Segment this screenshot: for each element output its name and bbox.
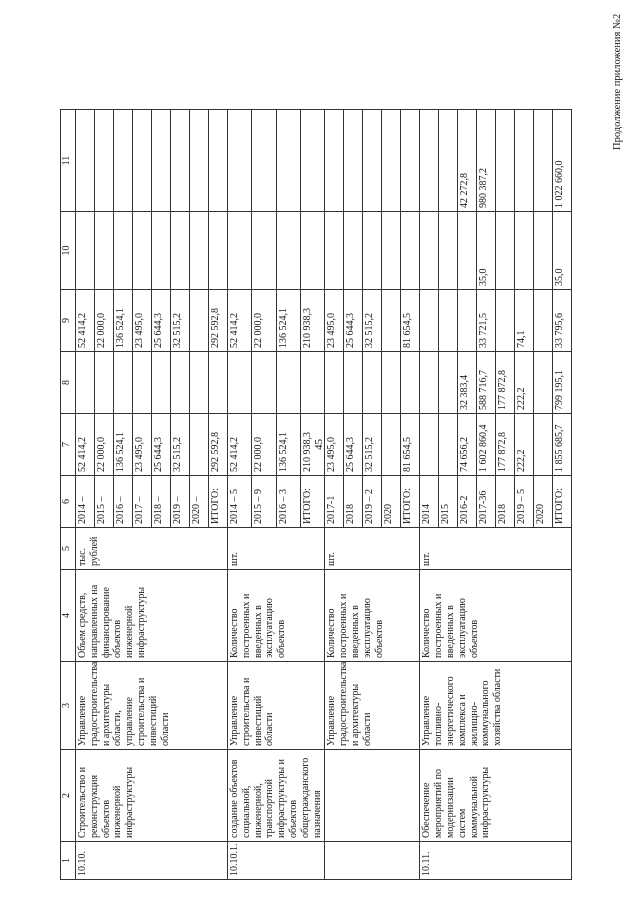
regional-cell: 23 495,0	[325, 290, 344, 352]
year-cell: ИТОГО:	[209, 476, 228, 528]
total-cell: 23 495,0	[133, 414, 152, 476]
table-row	[76, 110, 95, 880]
local-cell	[76, 212, 95, 290]
year-cell: ИТОГО:	[401, 476, 420, 528]
regional-cell: 136 524,1	[114, 290, 133, 352]
year-cell: ИТОГО:	[301, 476, 325, 528]
measure-name	[325, 750, 420, 842]
executor-cell: Управление градостроительства и архитектуры области	[325, 662, 420, 750]
table-row	[325, 110, 344, 880]
regional-cell: 33 795,6	[553, 290, 572, 352]
other-cell	[190, 110, 209, 212]
column-header: 9	[61, 290, 76, 352]
regional-cell: 22 000,0	[252, 290, 276, 352]
column-header: 10	[61, 212, 76, 290]
federal-cell	[534, 352, 553, 414]
federal-cell	[133, 352, 152, 414]
year-cell: 2017-36	[477, 476, 496, 528]
federal-cell	[152, 352, 171, 414]
total-cell: 1 602 860,4	[477, 414, 496, 476]
federal-cell	[325, 352, 344, 414]
federal-cell: 32 383,4	[458, 352, 477, 414]
total-cell: 81 654,5	[401, 414, 420, 476]
total-cell	[420, 414, 439, 476]
total-cell	[190, 414, 209, 476]
federal-cell	[301, 352, 325, 414]
local-cell	[301, 212, 325, 290]
local-cell	[534, 212, 553, 290]
local-cell	[171, 212, 190, 290]
regional-cell: 25 644,3	[152, 290, 171, 352]
year-cell: 2018 –	[152, 476, 171, 528]
column-header: 7	[61, 414, 76, 476]
regional-cell: 22 000,0	[95, 290, 114, 352]
other-cell	[114, 110, 133, 212]
local-cell	[420, 212, 439, 290]
federal-cell	[171, 352, 190, 414]
total-cell: 32 515,2	[363, 414, 382, 476]
other-cell	[382, 110, 401, 212]
program-measures-table	[60, 109, 572, 880]
item-number: 10.10.	[76, 842, 228, 880]
federal-cell	[344, 352, 363, 414]
regional-cell: 25 644,3	[344, 290, 363, 352]
regional-cell: 81 654,5	[401, 290, 420, 352]
total-cell: 222,2	[515, 414, 534, 476]
other-cell	[534, 110, 553, 212]
column-header: 8	[61, 352, 76, 414]
year-cell: 2020	[534, 476, 553, 528]
total-cell: 136 524,1	[276, 414, 300, 476]
local-cell	[152, 212, 171, 290]
item-number	[325, 842, 420, 880]
total-cell	[382, 414, 401, 476]
rotated-table-container	[60, 110, 620, 880]
unit-cell: тыс. рублей	[76, 528, 228, 570]
total-cell: 25 644,3	[152, 414, 171, 476]
year-cell: 2020	[382, 476, 401, 528]
local-cell	[252, 212, 276, 290]
other-cell	[344, 110, 363, 212]
federal-cell	[382, 352, 401, 414]
indicator-cell: Объем средств, направленных на финансирование объектов инженерной инфраструктуры	[76, 570, 228, 662]
regional-cell: 32 515,2	[171, 290, 190, 352]
measure-name: Обеспечение мероприятий по модернизации систем коммунальной инфраструктуры	[420, 750, 572, 842]
total-cell: 32 515,2	[171, 414, 190, 476]
total-cell: 22 000,0	[252, 414, 276, 476]
table-row	[420, 110, 439, 880]
item-number: 10.10.1.	[228, 842, 325, 880]
federal-cell: 799 195,1	[553, 352, 572, 414]
other-cell	[228, 110, 252, 212]
item-number: 10.11.	[420, 842, 572, 880]
local-cell	[114, 212, 133, 290]
year-cell: 2017 –	[133, 476, 152, 528]
unit-cell: шт.	[325, 528, 420, 570]
indicator-cell: Количество построенных и введенных в эксплуатацию объектов	[228, 570, 325, 662]
year-cell: 2016 – 3	[276, 476, 300, 528]
column-number-row	[61, 110, 76, 880]
regional-cell	[439, 290, 458, 352]
regional-cell	[190, 290, 209, 352]
federal-cell	[190, 352, 209, 414]
local-cell	[515, 212, 534, 290]
local-cell	[401, 212, 420, 290]
other-cell	[363, 110, 382, 212]
regional-cell: 210 938,3	[301, 290, 325, 352]
federal-cell: 588 716,7	[477, 352, 496, 414]
federal-cell	[209, 352, 228, 414]
year-cell: 2015	[439, 476, 458, 528]
regional-cell: 33 721,5	[477, 290, 496, 352]
measure-name: Строительство и реконструкция объектов инженерной инфраструктуры	[76, 750, 228, 842]
federal-cell	[228, 352, 252, 414]
local-cell: 35,0	[477, 212, 496, 290]
other-cell	[515, 110, 534, 212]
regional-cell	[496, 290, 515, 352]
federal-cell	[276, 352, 300, 414]
total-cell: 292 592,8	[209, 414, 228, 476]
federal-cell	[95, 352, 114, 414]
local-cell: 35,0	[553, 212, 572, 290]
other-cell: 980 387,2	[477, 110, 496, 212]
other-cell	[496, 110, 515, 212]
column-header: 2	[61, 750, 76, 842]
total-cell: 74 656,2	[458, 414, 477, 476]
year-cell: 2017-1	[325, 476, 344, 528]
regional-cell: 136 524,1	[276, 290, 300, 352]
indicator-cell: Количество построенных и введенных в эксплуатацию объектов	[325, 570, 420, 662]
local-cell	[276, 212, 300, 290]
regional-cell	[420, 290, 439, 352]
total-cell: 136 524,1	[114, 414, 133, 476]
other-cell	[209, 110, 228, 212]
year-cell: 2016 –	[114, 476, 133, 528]
unit-cell: шт.	[420, 528, 572, 570]
year-cell: 2015 – 9	[252, 476, 276, 528]
year-cell: ИТОГО:	[553, 476, 572, 528]
local-cell	[190, 212, 209, 290]
local-cell	[325, 212, 344, 290]
federal-cell	[76, 352, 95, 414]
column-header: 11	[61, 110, 76, 212]
total-cell: 1 855 685,7	[553, 414, 572, 476]
regional-cell: 23 495,0	[133, 290, 152, 352]
total-cell	[439, 414, 458, 476]
executor-cell: Управление градостроительства и архитектуры области, управление строительства и инвестиций области	[76, 662, 228, 750]
year-cell: 2016-2	[458, 476, 477, 528]
column-header: 6	[61, 476, 76, 528]
federal-cell: 222,2	[515, 352, 534, 414]
local-cell	[363, 212, 382, 290]
federal-cell	[252, 352, 276, 414]
column-header: 4	[61, 570, 76, 662]
regional-cell: 32 515,2	[363, 290, 382, 352]
measure-name: создание объектов социальной, инженерной, транспортной инфраструктуры и объектов общегражданского назначения	[228, 750, 325, 842]
total-cell: 22 000,0	[95, 414, 114, 476]
continuation-note: Продолжение приложения №2	[612, 13, 623, 150]
year-cell: 2014 –	[76, 476, 95, 528]
local-cell	[382, 212, 401, 290]
regional-cell	[382, 290, 401, 352]
other-cell	[401, 110, 420, 212]
year-cell: 2018	[496, 476, 515, 528]
other-cell	[439, 110, 458, 212]
table-body	[76, 110, 572, 880]
regional-cell: 74,1	[515, 290, 534, 352]
other-cell	[152, 110, 171, 212]
table-row	[228, 110, 252, 880]
column-header: 3	[61, 662, 76, 750]
federal-cell	[363, 352, 382, 414]
total-cell: 52 414,2	[76, 414, 95, 476]
year-cell: 2019 – 2	[363, 476, 382, 528]
federal-cell	[420, 352, 439, 414]
total-cell: 210 938,3	[301, 414, 325, 476]
federal-cell	[439, 352, 458, 414]
regional-cell	[458, 290, 477, 352]
regional-cell: 52 414,2	[228, 290, 252, 352]
other-cell	[171, 110, 190, 212]
local-cell	[439, 212, 458, 290]
other-cell	[276, 110, 300, 212]
local-cell	[496, 212, 515, 290]
executor-cell: Управление топливно-энергетического комплекса и жилищно-коммунального хозяйства области	[420, 662, 572, 750]
total-cell: 25 644,3	[344, 414, 363, 476]
regional-cell: 52 414,2	[76, 290, 95, 352]
total-cell	[534, 414, 553, 476]
year-cell: 2014	[420, 476, 439, 528]
unit-cell: шт.	[228, 528, 325, 570]
other-cell	[95, 110, 114, 212]
local-cell	[228, 212, 252, 290]
local-cell	[133, 212, 152, 290]
year-cell: 2019 – 5	[515, 476, 534, 528]
other-cell: 42 272,8	[458, 110, 477, 212]
year-cell: 2019 –	[171, 476, 190, 528]
local-cell	[344, 212, 363, 290]
total-cell: 177 872,8	[496, 414, 515, 476]
other-cell	[325, 110, 344, 212]
column-header: 1	[61, 842, 76, 880]
year-cell: 2018	[344, 476, 363, 528]
executor-cell: Управление строительства и инвестиций области	[228, 662, 325, 750]
page-number: 45	[313, 439, 325, 450]
federal-cell: 177 872,8	[496, 352, 515, 414]
other-cell	[133, 110, 152, 212]
indicator-cell: Количество построенных и введенных в эксплуатацию объектов	[420, 570, 572, 662]
regional-cell	[534, 290, 553, 352]
local-cell	[458, 212, 477, 290]
local-cell	[209, 212, 228, 290]
other-cell	[301, 110, 325, 212]
other-cell: 1 022 660,0	[553, 110, 572, 212]
year-cell: 2015 –	[95, 476, 114, 528]
federal-cell	[114, 352, 133, 414]
regional-cell: 292 592,8	[209, 290, 228, 352]
local-cell	[95, 212, 114, 290]
other-cell	[76, 110, 95, 212]
column-header: 5	[61, 528, 76, 570]
total-cell: 52 414,2	[228, 414, 252, 476]
year-cell: 2014 – 5	[228, 476, 252, 528]
total-cell: 23 495,0	[325, 414, 344, 476]
other-cell	[420, 110, 439, 212]
federal-cell	[401, 352, 420, 414]
year-cell: 2020 –	[190, 476, 209, 528]
other-cell	[252, 110, 276, 212]
